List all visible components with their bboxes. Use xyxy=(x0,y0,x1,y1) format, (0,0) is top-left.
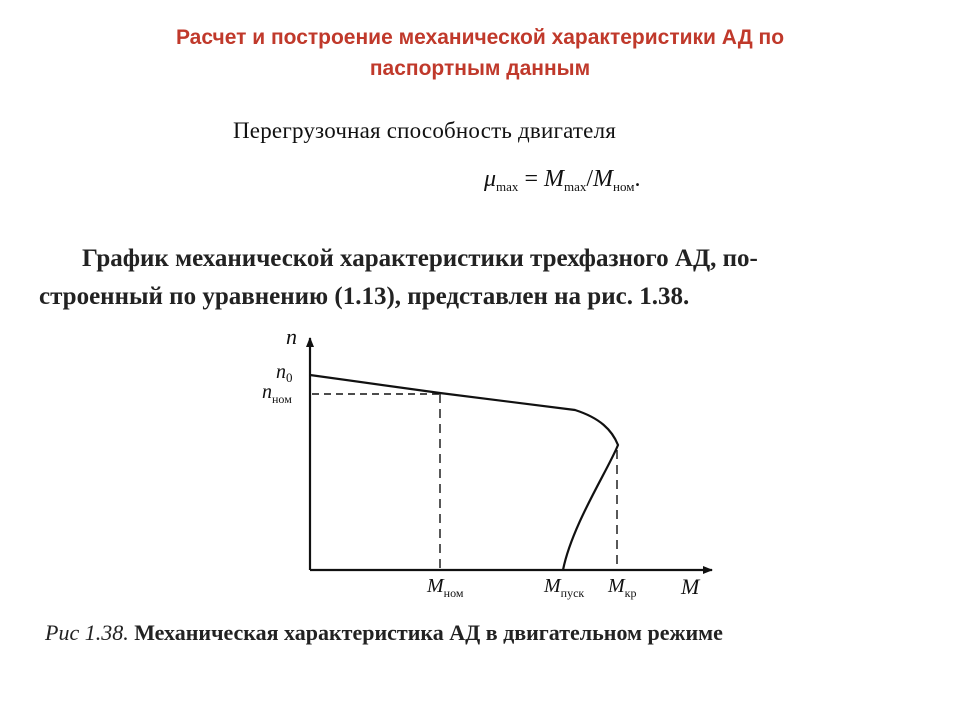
n-nom-label-main: n xyxy=(262,381,272,403)
m-pusk-label-main: M xyxy=(544,575,561,597)
formula-slash: / xyxy=(586,166,594,192)
slide-title-line1: Расчет и построение механической характеристики АД по xyxy=(175,26,785,49)
formula-m-nom: M xyxy=(593,166,614,192)
y-axis-label: n xyxy=(286,324,297,349)
overload-capacity-heading: Перегрузочная способность двигателя xyxy=(233,118,617,143)
n0-label-main: n xyxy=(276,361,286,383)
formula-mu-sub: max xyxy=(496,179,519,194)
formula-m-nom-sub: ном xyxy=(613,179,635,194)
m-kr-label xyxy=(607,575,637,600)
figure-caption-text: Механическая характеристика АД в двигательном режиме xyxy=(134,620,723,645)
paragraph-line1: График механической характеристики трехфазного АД, по- xyxy=(82,245,758,272)
formula-period: . xyxy=(634,166,641,192)
characteristic-curve xyxy=(310,375,618,570)
formula-m-max: M xyxy=(543,166,564,192)
m-kr-label-main: M xyxy=(608,575,625,597)
m-pusk-label-sub: пуск xyxy=(560,586,585,600)
formula-equals: = xyxy=(524,166,538,192)
n0-label-sub: 0 xyxy=(286,370,293,385)
figure-caption xyxy=(45,620,723,646)
formula-mu: μ xyxy=(484,166,497,192)
figure-number: Рис 1.38. xyxy=(45,620,129,645)
n0-label xyxy=(276,361,293,385)
formula-m-max-sub: max xyxy=(563,179,587,194)
m-pusk-label xyxy=(543,575,584,600)
slide-title-line2: паспортным данным xyxy=(369,57,591,80)
m-kr-label-sub: кр xyxy=(624,586,637,600)
x-axis-label: M xyxy=(681,574,700,599)
n-nom-label-sub: ном xyxy=(272,392,292,406)
m-nom-label xyxy=(426,575,464,600)
m-nom-label-sub: ном xyxy=(443,586,464,600)
m-nom-label-main: M xyxy=(427,575,444,597)
paragraph-line2: строенный по уравнению (1.13), представлен на рис. 1.38. xyxy=(39,283,690,310)
